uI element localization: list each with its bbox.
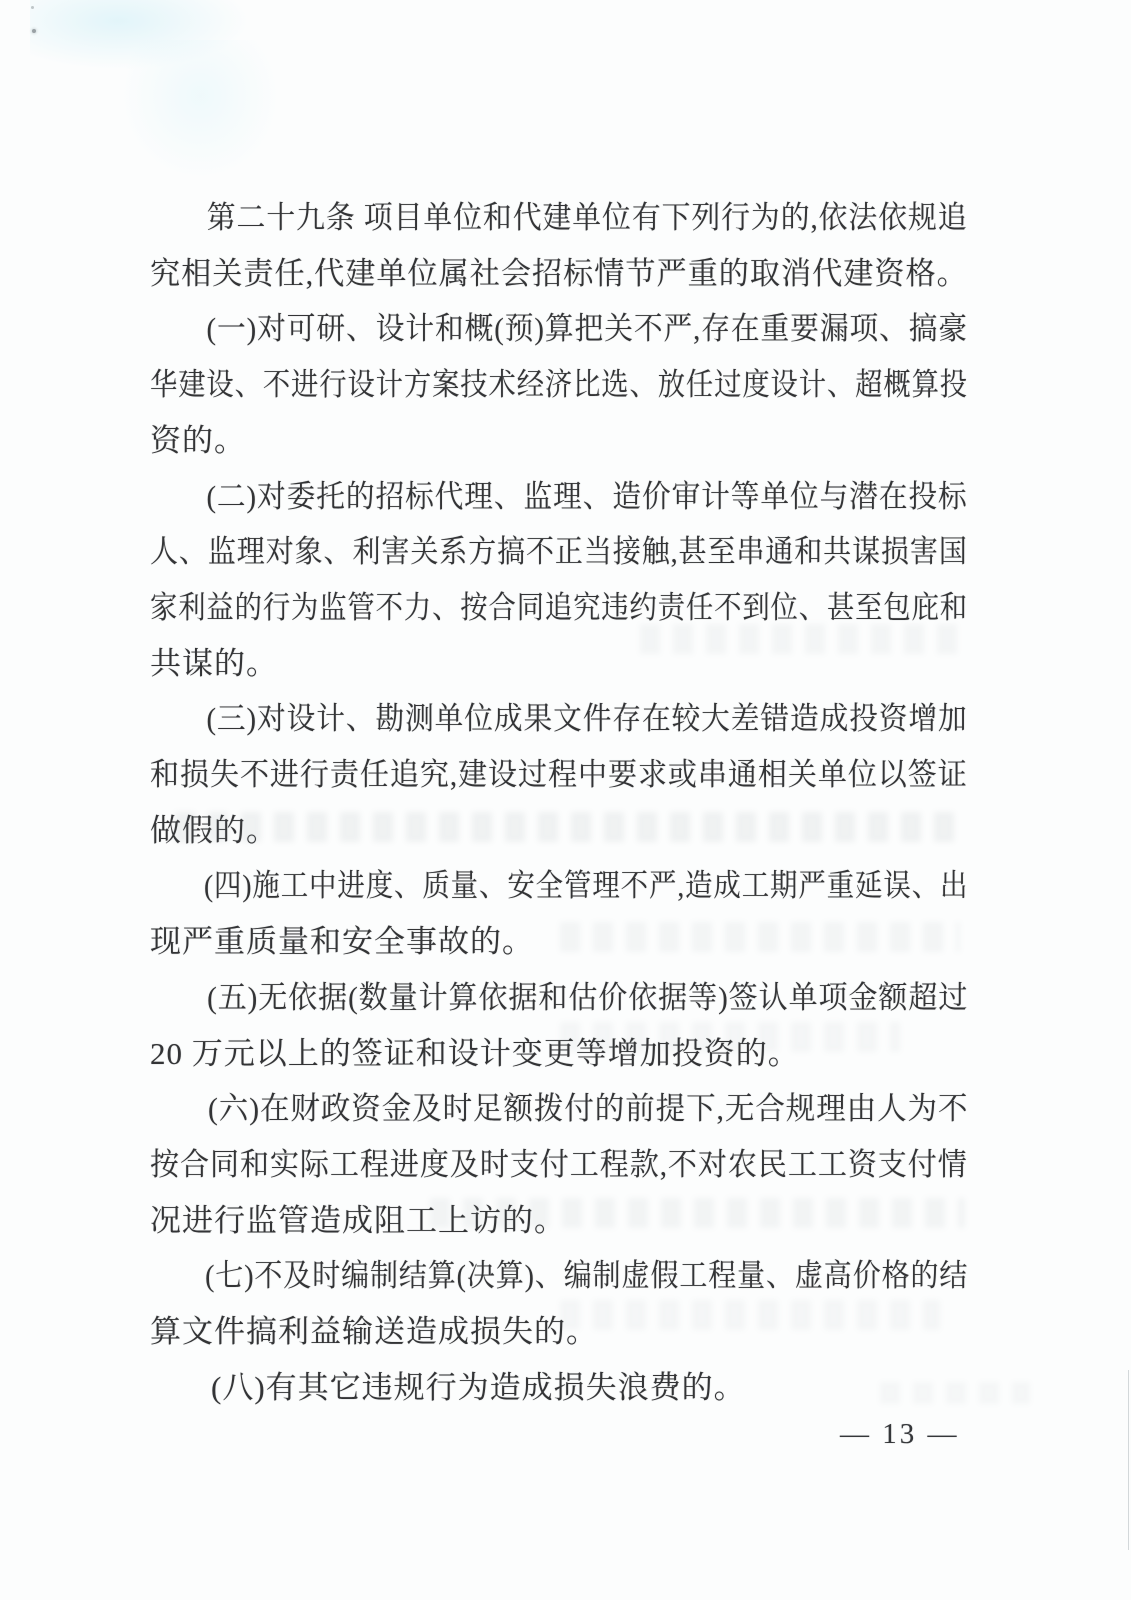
article-line: (一)对可研、设计和概(预)算把关不严,存在重要漏项、搞豪	[206, 311, 969, 347]
article-line: 现严重质量和安全事故的。	[150, 924, 534, 960]
article-paragraph-item-5	[150, 970, 968, 1081]
scan-edge-line	[1128, 1370, 1129, 1550]
article-paragraph-item-8	[150, 1360, 968, 1416]
dust-speck	[31, 6, 34, 9]
article-paragraph-item-6	[150, 1081, 968, 1248]
article-paragraph-item-7	[150, 1248, 968, 1359]
article-line: 按合同和实际工程进度及时支付工程款,不对农民工工资支付情	[150, 1146, 968, 1182]
article-line: 第二十九条 项目单位和代建单位有下列行为的,依法依规追	[206, 200, 968, 235]
article-paragraph-item-2	[150, 469, 968, 692]
article-paragraph-item-3	[150, 691, 968, 858]
article-line: 家利益的行为监管不力、按合同追究违约责任不到位、甚至包庇和	[150, 589, 968, 625]
article-line: 共谋的。	[150, 645, 278, 681]
page-number: — 13 —	[840, 1418, 960, 1450]
article-line: 资的。	[150, 422, 246, 458]
dust-speck	[32, 29, 36, 33]
article-line: 和损失不进行责任追究,建设过程中要求或串通相关单位以签证	[150, 757, 968, 793]
article-line: 算文件搞利益输送造成损失的。	[150, 1314, 598, 1350]
article-line: 20 万元以上的签证和设计变更等增加投资的。	[150, 1035, 800, 1071]
article-line: (三)对设计、勘测单位成果文件存在较大差错造成投资增加	[206, 701, 968, 737]
article-paragraph-item-1	[150, 301, 968, 468]
article-line: (七)不及时编制结算(决算)、编制虚假工程量、虚高价格的结	[205, 1258, 969, 1294]
article-line: 况进行监管造成阻工上访的。	[150, 1202, 566, 1238]
article-paragraph-heading	[150, 190, 968, 301]
article-line: (二)对委托的招标代理、监理、造价审计等单位与潜在投标	[206, 478, 968, 514]
article-line: (八)有其它违规行为造成损失浪费的。	[211, 1369, 746, 1405]
scan-tint-artifact	[120, 40, 280, 180]
article-line: (五)无依据(数量计算依据和估价依据等)签认单项金额超过	[207, 979, 969, 1015]
article-line: (四)施工中进度、质量、安全管理不严,造成工期严重延误、出	[204, 868, 969, 904]
article-line: (六)在财政资金及时足额拨付的前提下,无合规理由人为不	[208, 1091, 969, 1127]
article-line: 华建设、不进行设计方案技术经济比选、放任过度设计、超概算投	[150, 367, 968, 403]
article-body	[150, 190, 968, 1415]
article-line: 究相关责任,代建单位属社会招标情节严重的取消代建资格。	[150, 255, 968, 291]
article-paragraph-item-4	[150, 858, 968, 969]
scan-tint-artifact	[30, 0, 250, 70]
article-line: 人、监理对象、利害关系方搞不正当接触,甚至串通和共谋损害国	[150, 534, 968, 570]
article-line: 做假的。	[150, 812, 278, 848]
